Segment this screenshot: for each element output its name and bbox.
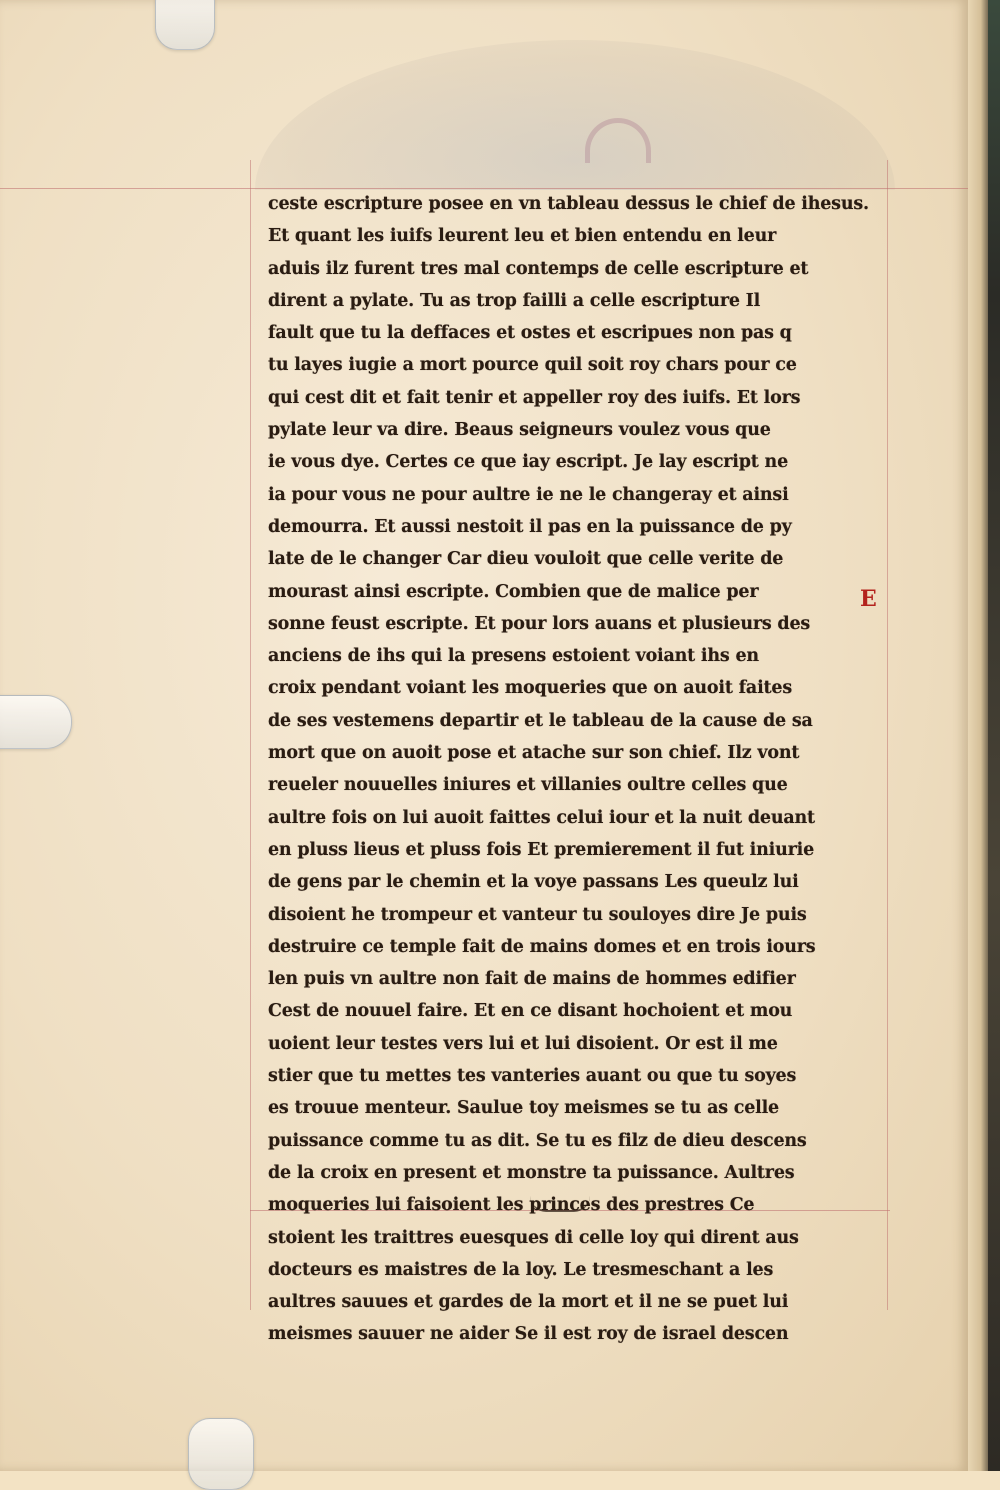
page-clip-top [155,0,215,50]
text-line-30: puissance comme tu as dit. Se tu es filz de dieu descens [268,1130,807,1151]
text-line-18: mort que on auoit pose et atache sur son chief. Ilz vont [268,743,800,764]
text-line-2: Et quant les iuifs leurent leu et bien entendu en leur [268,226,777,247]
pen-flourish [530,1196,590,1212]
text-line-5: fault que tu la deffaces et ostes et escripues non pas q [268,323,792,344]
binding-edge [968,0,1000,1471]
text-line-14: sonne feust escripte. Et pour lors auans et plusieurs des [268,613,811,634]
text-line-33: stoient les traittres euesques di celle loy qui dirent aus [268,1227,799,1248]
text-line-35: aultres sauues et gardes de la mort et il ne se puet lui [268,1292,789,1313]
text-line-21: en pluss lieus et pluss fois Et premierement il fut iniurie [268,839,815,860]
text-line-1: ceste escripture posee en vn tableau dessus le chief de ihesus. [268,194,869,214]
text-line-26: Cest de nouuel faire. Et en ce disant hochoient et mou [268,1001,793,1022]
text-line-6: tu layes iugie a mort pource quil soit roy chars pour ce [268,355,797,376]
text-line-25: len puis vn aultre non fait de mains de hommes edifier [268,969,796,990]
text-line-23: disoient he trompeur et vanteur tu souloyes dire Je puis [268,904,807,925]
text-line-28: stier que tu mettes tes vanteries auant ou que tu soyes [268,1066,797,1087]
text-line-31: de la croix en present et monstre ta puissance. Aultres [268,1162,795,1183]
text-line-7: qui cest dit et fait tenir et appeller roy des iuifs. Et lors [268,387,801,408]
text-line-16: croix pendant voiant les moqueries que on auoit faites [268,678,792,699]
text-line-32: moqueries lui faisoient les princes des prestres Ce [268,1195,755,1216]
text-line-12: late de le changer Car dieu vouloit que celle verite de [268,549,784,570]
red-margin-initial: E [860,586,877,612]
offset-miniature-ghost [255,40,895,190]
text-line-17: de ses vestemens departir et le tableau de la cause de sa [268,710,813,731]
ruling-line-right [887,160,888,1310]
text-line-8: pylate leur va dire. Beaus seigneurs voulez vous que [268,420,771,441]
text-line-29: es trouue menteur. Saulue toy meismes se tu as celle [268,1098,779,1119]
next-page-edge [988,0,1000,1471]
text-line-15: anciens de ihs qui la presens estoient voiant ihs en [268,646,759,667]
manuscript-text-block [268,188,886,1351]
text-line-27: uoient leur testes vers lui et lui disoient. Or est il me [268,1033,778,1054]
text-line-3: aduis ilz furent tres mal contemps de celle escripture et [268,258,809,279]
text-line-19: reueler nouuelles iniures et villanies oultre celles que [268,775,788,796]
text-line-13: mourast ainsi escripte. Combien que de malice per [268,581,759,602]
text-line-36: meismes sauuer ne aider Se il est roy de israel descen [268,1324,789,1345]
text-line-4: dirent a pylate. Tu as trop failli a celle escripture Il [268,290,761,311]
page-clip-bottom [188,1418,254,1490]
text-line-22: de gens par le chemin et la voye passans Les queulz lui [268,872,799,893]
page-clip-left [0,695,72,749]
text-line-24: destruire ce temple fait de mains domes et en trois iours [268,936,816,957]
text-line-9: ie vous dye. Certes ce que iay escript. Je lay escript ne [268,452,789,473]
ruling-line-left [250,160,251,1310]
text-line-34: docteurs es maistres de la loy. Le tresmeschant a les [268,1259,774,1280]
text-line-10: ia pour vous ne pour aultre ie ne le changeray et ainsi [268,484,789,505]
text-line-20: aultre fois on lui auoit faittes celui iour et la nuit deuant [268,807,815,828]
text-line-11: demourra. Et aussi nestoit il pas en la puissance de py [268,516,792,537]
